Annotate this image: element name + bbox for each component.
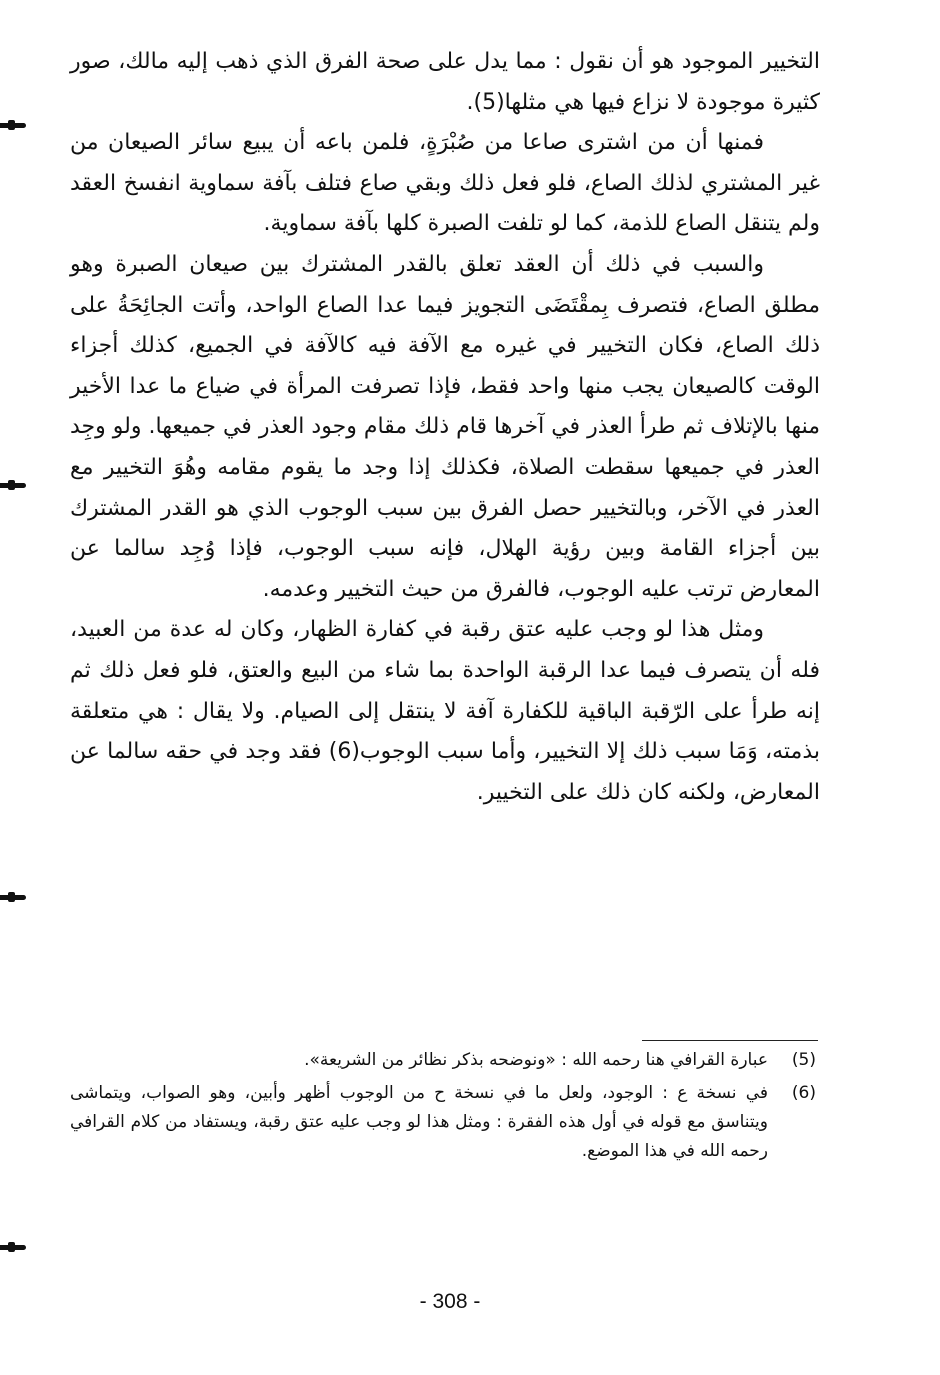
page-number: - 308 - bbox=[419, 1290, 481, 1313]
paragraph-2: فمنها أن من اشترى صاعا من صُبْرَةٍ، فلمن باعه أن يبيع سائر الصيعان من غير المشتري لذلك الصاع، فلو فعل ذلك وبقي صاع فتلف بآفة سماوية انفسخ العقد ولم يتنقل الصاع للذمة، كما لو تلفت الصبرة كلها بآفة سماوية. bbox=[70, 130, 820, 237]
footnote-number: (6) bbox=[791, 1083, 816, 1103]
binding-mark-icon bbox=[0, 481, 28, 490]
footnote-6 bbox=[70, 1079, 820, 1166]
footnote-5 bbox=[70, 1046, 820, 1075]
binding-mark-icon bbox=[0, 893, 28, 902]
footnote-text: عبارة القرافي هنا رحمه الله : «ونوضحه بذكر نظائر من الشريعة». bbox=[304, 1050, 768, 1070]
binding-mark-icon bbox=[0, 1243, 28, 1252]
footnote-text: في نسخة ع : الوجود، ولعل ما في نسخة ح من الوجوب أظهر وأبين، وهو الصواب، ويتماشى ويتناسق مع قوله في أول هذه الفقرة : ومثل هذا لو وجب عليه عتق رقبة، ويستفاد من كلام القرافي رحمه الله في هذا الموضع. bbox=[70, 1083, 768, 1161]
footnotes bbox=[70, 1046, 820, 1170]
paragraph-1: التخيير الموجود هو أن نقول : مما يدل على صحة الفرق الذي ذهب إليه مالك، صور كثيرة موجودة لا نزاع فيها هي مثلها(5). bbox=[70, 49, 820, 115]
main-text bbox=[70, 42, 820, 813]
paragraph-3: والسبب في ذلك أن العقد تعلق بالقدر المشترك بين صيعان الصبرة وهو مطلق الصاع، فتصرف بِمقْتَضَى التجويز فيما عدا الصاع الواحد، وأتت الجائِحَةُ على ذلك الصاع، فكان التخيير في غيره مع الآفة فيه كالآفة في الجميع، كذلك أجزاء الوقت كالصيعان يجب منها واحد فقط، فإذا تصرفت المرأة في ضياع ما عدا الأخير منها بالإتلاف ثم طرأ العذر في آخرها قام ذلك مقام وجود العذر في جميعها. ولو وجِد العذر في جميعها سقطت الصلاة، فكذلك إذا وجد ما يقوم مقامه وهُوَ التخيير مع العذر في الآخر، وبالتخيير حصل الفرق بين سبب الوجوب الذي هو القدر المشترك بين أجزاء القامة وبين رؤية الهلال، فإنه سبب الوجوب، فإذا وُجِد سالما عن المعارض ترتب عليه الوجوب، فالفرق من حيث التخيير وعدمه. bbox=[70, 251, 820, 602]
binding-mark-icon bbox=[0, 121, 28, 130]
footnote-number: (5) bbox=[791, 1050, 816, 1070]
paragraph-4: ومثل هذا لو وجب عليه عتق رقبة في كفارة الظهار، وكان له عدة من العبيد، فله أن يتصرف فيما عدا الرقبة الواحدة بما شاء من البيع والعتق، فلو فعل ذلك ثم إنه طرأ على الرّقبة الباقية للكفارة آفة لا ينتقل إلى الصيام. ولا يقال : هي متعلقة بذمته، وَمَا سبب ذلك إلا التخيير، وأما سبب الوجوب(6) فقد وجد في حقه سالما عن المعارض، ولكنه كان ذلك على التخيير. bbox=[70, 617, 820, 805]
footnote-divider bbox=[642, 1040, 818, 1041]
